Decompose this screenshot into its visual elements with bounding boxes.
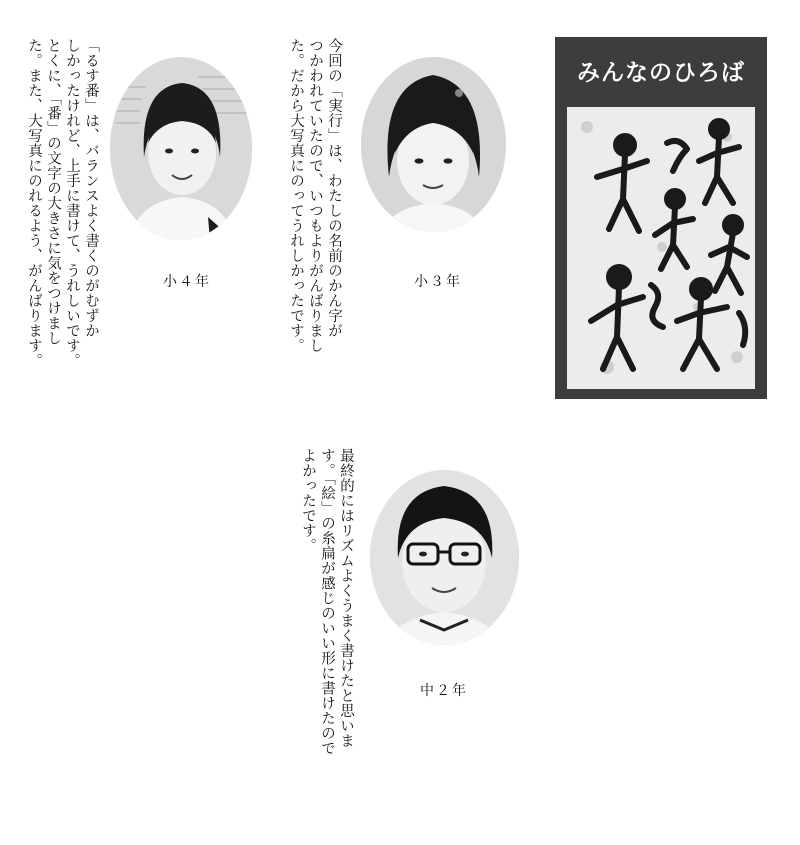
grade-label-grade8: 中２年 [420,683,468,699]
grade-label-grade4: 小４年 [163,274,211,290]
comment-grade4: 「るす番」は、バランスよく書くのがむずか しかったけれど、上手に書けて、うれしいです。 とくに、「番」の文字の大きさに気をつけまし た。また、大写真にのれるよう、がんばります。 [26,38,99,368]
minna-no-hiroba-banner [555,37,767,399]
grade-label-grade3: 小３年 [414,274,462,290]
comment-grade8: 最終的にはリズムよくうまく書けたと思いま す。「絵」の糸扁が感じのいい形に書けたので よかったです。 [300,448,354,756]
student-photo-grade8 [370,470,519,645]
student-photo-grade3 [361,57,506,232]
calligraphy-figures-artwork [567,107,755,389]
student-photo-grade4 [110,57,252,240]
comment-grade3: 今回の「実行」は、わたしの名前のかん字が つかわれていたので、いつもよりがんばりまし た。だから大写真にのってうれしかったです。 [288,38,342,353]
banner-title: みんなのひろば [577,60,745,86]
